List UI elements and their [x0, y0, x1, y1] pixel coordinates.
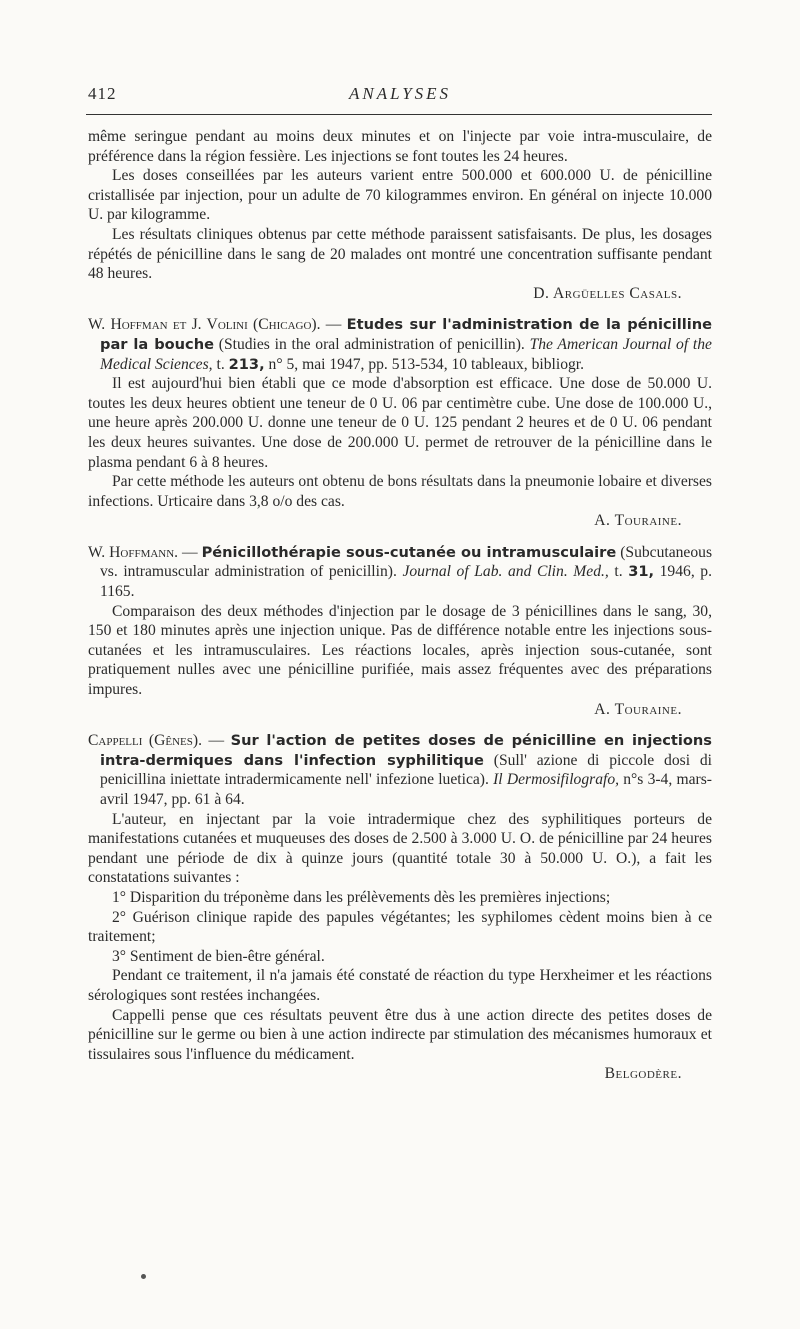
reference: Cappelli (Gênes). — Sur l'action de petites doses de pénicilline en injections intra-dermiques dans l'infection syphilitique (Sull' azione di piccole dosi di penicillina iniettate intradermicamente nell' infezione luetica). Il Dermosifilografo, n°s 3-4, mars-avril 1947, pp. 61 à 64. [88, 732, 712, 808]
volume: 213, [228, 355, 265, 373]
paragraph: Les résultats cliniques obtenus par cette méthode paraissent satisfaisants. De plus, les dosages répétés de pénicilline dans le sang de 20 malades ont montré une concentration suffisante pendant 48 heures. [88, 225, 712, 283]
running-title: ANALYSES [348, 84, 452, 103]
paragraph: Par cette méthode les auteurs ont obtenu de bons résultats dans la pneumonie lobaire et diverses infections. Urticaire dans 3,8 o/o des cas. [88, 473, 712, 510]
article-title: Etudes sur l'administration de la pénicilline par la bouche [100, 316, 712, 353]
article-title: Pénicillothérapie sous-cutanée ou intramusculaire [201, 543, 617, 561]
citation-details: n° 5, mai 1947, pp. 513-534, 10 tableaux, bibliogr. [268, 355, 585, 373]
journal: The American Journal of the Medical Sciences, [100, 335, 712, 373]
abstract-entry [88, 731, 712, 1084]
signature: A. Touraine. [594, 700, 682, 718]
paragraph: Pendant ce traitement, il n'a jamais été constaté de réaction du type Herxheimer et les réactions sérologiques sont restées inchangées. [88, 967, 712, 1004]
paragraph: Il est aujourd'hui bien établi que ce mode d'absorption est efficace. Une dose de 50.000 U. toutes les deux heures obtient une teneur de 0 U. 06 par centimètre cube. Une dose de 100.000 U., une heure après 200.000 U. donne une teneur de 0 U. 125 pendant 2 heures et de 0 U. 06 pendant les deux heures suivantes. Une dose de 200.000 U. permet de retrouver de la pénicilline dans le plasma pendant 6 à 8 heures. [88, 375, 712, 471]
reference: W. Hoffman et J. Volini (Chicago). — Etudes sur l'administration de la pénicilline par la bouche (Studies in the oral administration of penicillin). The American Journal of the Medical Sciences, t. 213, n° 5, mai 1947, pp. 513-534, 10 tableaux, bibliogr. [88, 316, 712, 373]
abstract-entry [88, 315, 712, 531]
volume: 31, [628, 563, 655, 581]
page-body [88, 127, 712, 1084]
citation-details: n°s 3-4, mars-avril 1947, pp. 61 à 64. [100, 771, 712, 808]
paragraph: Comparaison des deux méthodes d'injection par le dosage de 3 pénicillines dans le sang, 30, 150 et 180 minutes après une injection unique. Pas de différence notable entre les injections sous-cutanées et les intramusculaires. Les réactions locales, après injection sous-cutanée, sont pratiquement nulles avec une pénicilline purifiée, mais assez fréquentes avec des préparations impures. [88, 602, 712, 699]
authors: W. Hoffman et J. Volini (Chicago). [88, 316, 321, 334]
paragraph: même seringue pendant au moins deux minutes et on l'injecte par voie intra-musculaire, de préférence dans la région fessière. Les injections se font toutes les 24 heures. [88, 128, 712, 165]
original-title: (Sull' azione di piccole dosi di penicillina iniettate intradermicamente nell' infezione luetica). [100, 751, 712, 789]
original-title: (Subcutaneous vs. intramuscular administration of penicillin). [100, 543, 713, 581]
list-item: 1° Disparition du tréponème dans les prélèvements dès les premières injections; [112, 888, 611, 906]
page-number: 412 [88, 84, 117, 103]
volume-prefix: t. [614, 563, 623, 581]
abstract-entry [88, 543, 712, 719]
reference: W. Hoffmann. — Pénicillothérapie sous-cutanée ou intramusculaire (Subcutaneous vs. intramuscular administration of penicillin). Journal of Lab. and Clin. Med., t. 31, 1946, p. 1165. [88, 543, 713, 601]
citation-details: 1946, p. 1165. [100, 563, 712, 601]
journal: Il Dermosifilografo, [493, 771, 620, 789]
volume-prefix: t. [216, 355, 225, 373]
paragraph: L'auteur, en injectant par la voie intradermique chez des syphilitiques porteurs de manifestations cutanées et muqueuses des doses de 2.500 à 3.000 U. O. de pénicilline par 24 heures pendant une période de dix à quinze jours (quantité totale 30 à 50.000 U. O.), a fait les constatations suivantes : [88, 810, 712, 887]
paragraph: Les doses conseillées par les auteurs varient entre 500.000 et 600.000 U. de pénicilline cristallisée par injection, pour un adulte de 70 kilogrammes environ. En général on injecte 10.000 U. par kilogramme. [88, 167, 712, 224]
header-rule [86, 114, 712, 115]
original-title: (Studies in the oral administration of penicillin). [218, 335, 525, 353]
authors: W. Hoffmann. [88, 543, 179, 561]
ink-spot [141, 1274, 146, 1279]
list-item: 3° Sentiment de bien-être général. [112, 947, 325, 965]
journal: Journal of Lab. and Clin. Med., [402, 563, 609, 581]
authors: Cappelli (Gênes). [88, 732, 202, 750]
signature: Belgodère. [604, 1065, 682, 1083]
signature: D. Argüelles Casals. [533, 284, 682, 302]
page-header [88, 84, 712, 110]
signature: A. Touraine. [594, 512, 682, 530]
paragraph: Cappelli pense que ces résultats peuvent être dus à une action directe des petites doses de pénicilline sur le germe ou bien à une action indirecte par stimulation des mécanismes humoraux et tissulaires sous l'influence du médicament. [88, 1006, 712, 1063]
article-title: Sur l'action de petites doses de pénicilline en injections intra-dermiques dans l'infection syphilitique [100, 732, 712, 769]
list-item: 2° Guérison clinique rapide des papules végétantes; les syphilomes cèdent moins bien à ce traitement; [88, 908, 712, 946]
